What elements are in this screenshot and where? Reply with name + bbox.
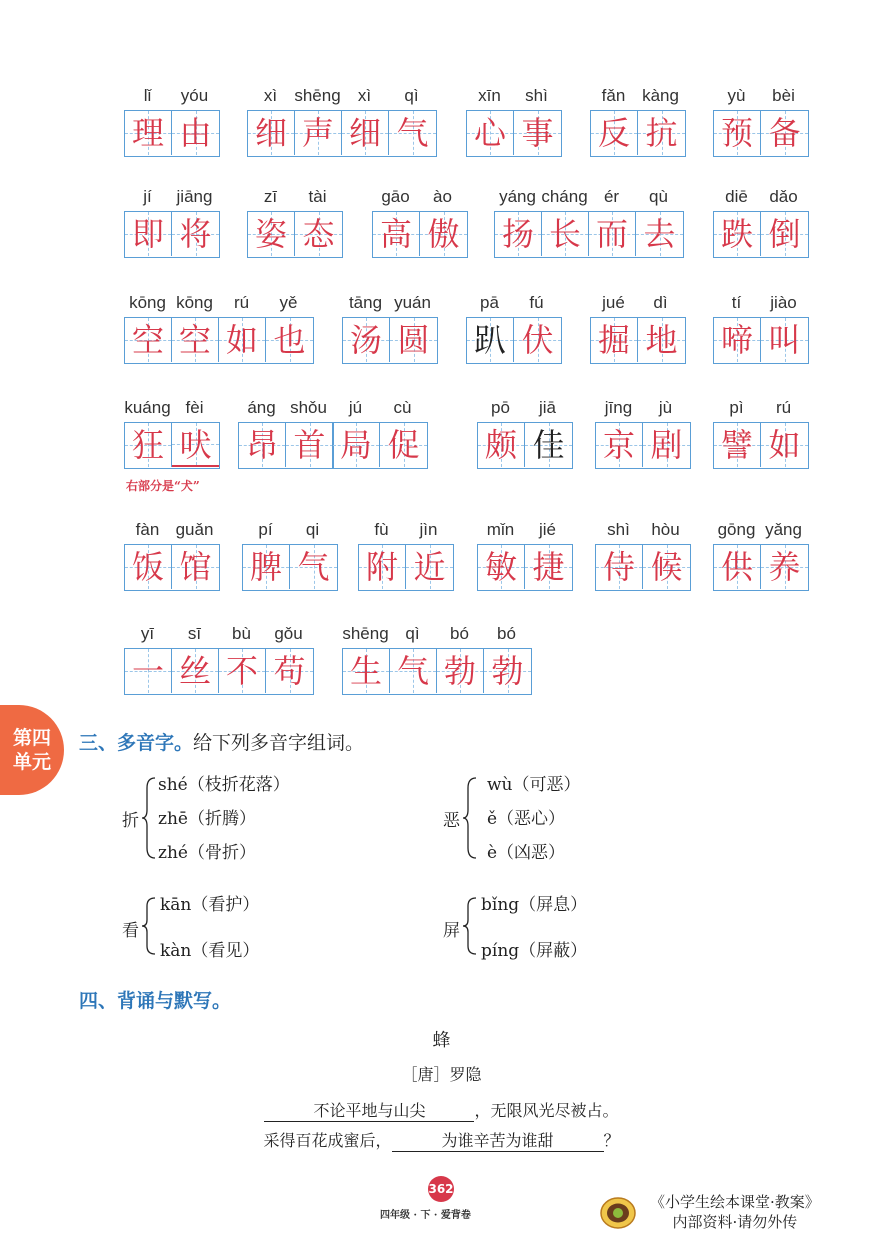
char-cell [589, 212, 636, 256]
char-cell [390, 318, 437, 362]
tianzige-boxes [124, 422, 220, 469]
tianzige-boxes [372, 211, 468, 258]
pinyin-syllable: gōng [717, 520, 756, 539]
pinyin-syllable: fǎn [601, 86, 626, 105]
char-cell [437, 649, 484, 693]
pinyin-syllable: yáng [499, 187, 536, 206]
page-number: 362 [428, 1176, 454, 1202]
pinyin-syllable: jiāng [176, 187, 213, 206]
char-cell [248, 212, 295, 256]
tianzige-boxes [713, 110, 809, 157]
hanzi-char: 首 [293, 426, 326, 464]
pinyin-syllable: qù [649, 187, 668, 206]
hanzi-char: 近 [413, 548, 446, 586]
char-cell [172, 423, 219, 467]
pinyin-syllable: fù [374, 520, 389, 539]
char-cell [219, 649, 266, 693]
hanzi-char: 脾 [249, 548, 282, 586]
char-cell [714, 318, 761, 362]
hanzi-char: 细 [254, 114, 287, 152]
hanzi-char: 啼 [720, 321, 753, 359]
pinyin-syllable: shēng [342, 624, 389, 643]
char-cell [172, 545, 219, 589]
section-4-heading [79, 986, 231, 1013]
char-cell [243, 545, 290, 589]
pinyin-syllable: shì [607, 520, 630, 539]
pinyin-syllable: kàng [642, 86, 679, 105]
char-cell [467, 111, 514, 155]
hanzi-char: 丝 [178, 652, 211, 690]
pinyin-syllable: bèi [772, 86, 795, 105]
polyphone-char: 屏 [443, 921, 460, 941]
pinyin-syllable: jué [602, 293, 625, 312]
hanzi-char: 由 [179, 114, 212, 152]
hanzi-char: 供 [720, 548, 753, 586]
pinyin-syllable: shì [525, 86, 548, 105]
hanzi-char: 勃 [491, 652, 524, 690]
char-cell [714, 212, 761, 256]
char-cell [761, 545, 808, 589]
pinyin-syllable: shēng [294, 86, 341, 105]
tianzige-boxes [124, 110, 220, 157]
pinyin-syllable: áng [247, 398, 276, 417]
hanzi-char: 叫 [768, 321, 801, 359]
hanzi-char: 反 [597, 114, 630, 152]
tianzige-boxes [124, 648, 314, 695]
polyphone-char: 恶 [443, 811, 460, 831]
char-cell [172, 318, 219, 362]
poem-text: 采得百花成蜜后， [263, 1131, 392, 1150]
polyphone-item: bǐng（屏息） [481, 895, 588, 915]
char-cell [359, 545, 406, 589]
hanzi-char: 颇 [484, 426, 517, 464]
tianzige-boxes [477, 544, 573, 591]
char-cell [342, 111, 389, 155]
pinyin-syllable: guǎn [175, 520, 214, 539]
brace-icon [141, 776, 157, 860]
section-3-title: 三、多音字。 [79, 732, 194, 754]
char-cell [286, 423, 333, 467]
hanzi-char: 如 [225, 321, 258, 359]
tianzige-boxes [590, 110, 686, 157]
hanzi-char: 备 [768, 114, 801, 152]
polyphone-item: zhē（折腾） [158, 809, 256, 829]
hanzi-char: 细 [348, 114, 381, 152]
hanzi-char: 去 [643, 215, 676, 253]
hanzi-char: 事 [521, 114, 554, 152]
pinyin-syllable: qì [404, 86, 419, 105]
char-cell [478, 545, 525, 589]
hanzi-char: 吠 [179, 426, 212, 464]
char-cell [125, 212, 172, 256]
pinyin-syllable: pí [258, 520, 273, 539]
pinyin-syllable: jìn [419, 520, 438, 539]
hanzi-char: 附 [365, 548, 398, 586]
unit-tab-line2: 单元 [12, 751, 51, 773]
hanzi-char: 养 [768, 548, 801, 586]
char-cell [343, 318, 390, 362]
tianzige-boxes [466, 110, 562, 157]
tianzige-boxes [358, 544, 454, 591]
pinyin-syllable: jié [538, 520, 556, 539]
pinyin-syllable: rú [775, 398, 792, 417]
tianzige-boxes [466, 317, 562, 364]
char-cell [266, 318, 313, 362]
tianzige-boxes [590, 317, 686, 364]
hanzi-char: 气 [396, 114, 429, 152]
hanzi-char: 不 [225, 652, 258, 690]
char-cell [248, 111, 295, 155]
section-3-instruction: 给下列多音字组词。 [193, 732, 365, 754]
char-cell [406, 545, 453, 589]
hanzi-char: 伏 [521, 321, 554, 359]
tianzige-boxes [595, 422, 691, 469]
pinyin-syllable: yǎng [765, 520, 802, 539]
pinyin-syllable: zī [263, 187, 278, 206]
polyphone-item: zhé（骨折） [158, 843, 256, 863]
hanzi-char: 如 [768, 426, 801, 464]
pinyin-syllable: yóu [180, 86, 209, 105]
char-cell [643, 545, 690, 589]
hanzi-char: 预 [720, 114, 753, 152]
pinyin-syllable: bù [232, 624, 251, 643]
char-cell [172, 649, 219, 693]
pinyin-syllable: ér [603, 187, 620, 206]
hanzi-char: 敏 [484, 548, 517, 586]
char-cell [761, 318, 808, 362]
hanzi-char: 馆 [179, 548, 212, 586]
hanzi-char: 譬 [720, 426, 753, 464]
hanzi-char: 狂 [131, 426, 164, 464]
hanzi-char: 捷 [532, 548, 565, 586]
char-cell [390, 649, 437, 693]
pinyin-syllable: jiā [538, 398, 556, 417]
char-cell [172, 111, 219, 155]
pinyin-syllable: shǒu [290, 398, 327, 417]
radical-note: 右部分是“犬” [126, 479, 200, 493]
hanzi-char: 抗 [645, 114, 678, 152]
polyphone-char: 看 [122, 921, 139, 941]
char-cell [219, 318, 266, 362]
brand-text [650, 1192, 820, 1232]
tianzige-boxes [713, 544, 809, 591]
char-cell [125, 423, 172, 467]
char-cell [343, 649, 390, 693]
tianzige-boxes [124, 544, 220, 591]
pinyin-syllable: yě [279, 293, 298, 312]
hanzi-char: 空 [178, 321, 211, 359]
pinyin-syllable: fèi [185, 398, 204, 417]
char-cell [125, 649, 172, 693]
char-cell [420, 212, 467, 256]
vocab-row [0, 293, 883, 403]
hanzi-char: 勃 [443, 652, 476, 690]
pinyin-syllable: yù [727, 86, 746, 105]
char-cell [295, 111, 342, 155]
pinyin-syllable: qi [305, 520, 320, 539]
char-cell [266, 649, 313, 693]
polyphone-item: ě（恶心） [487, 809, 566, 829]
pinyin-syllable: mǐn [486, 520, 515, 539]
char-cell [714, 111, 761, 155]
tianzige-boxes [247, 211, 343, 258]
pinyin-syllable: dì [653, 293, 668, 312]
answer-blank: 为谁辛苦为谁甜 [392, 1128, 604, 1152]
char-cell [239, 423, 286, 467]
pinyin-syllable: cù [393, 398, 412, 417]
char-cell [467, 318, 514, 362]
poem-title: 蜂 [432, 1030, 451, 1051]
hanzi-char: 倒 [768, 215, 801, 253]
pinyin-syllable: jí [143, 187, 152, 206]
pinyin-syllable: tài [308, 187, 327, 206]
polyphone-item: kàn（看见） [160, 941, 260, 961]
pinyin-syllable: pì [729, 398, 744, 417]
tianzige-boxes [477, 422, 573, 469]
hanzi-char: 气 [297, 548, 330, 586]
hanzi-char: 掘 [597, 321, 630, 359]
poem-author: ［唐］罗隐 [401, 1065, 482, 1084]
poem-line-2 [0, 1128, 883, 1152]
pinyin-syllable: hòu [651, 520, 680, 539]
tianzige-boxes [342, 648, 532, 695]
hanzi-char: 京 [602, 426, 635, 464]
hanzi-char: 将 [179, 215, 212, 253]
pinyin-syllable: kōng [176, 293, 213, 312]
pinyin-syllable: fàn [135, 520, 160, 539]
hanzi-char: 侍 [602, 548, 635, 586]
char-cell [525, 423, 572, 467]
char-cell [333, 423, 380, 467]
tianzige-boxes [595, 544, 691, 591]
brace-icon [141, 896, 157, 956]
char-cell [638, 318, 685, 362]
polyphone-item: wù（可恶） [487, 775, 581, 795]
hanzi-char: 空 [131, 321, 164, 359]
section-4-title: 四、背诵与默写。 [79, 990, 232, 1012]
hanzi-char: 地 [645, 321, 678, 359]
pinyin-syllable: jiào [770, 293, 797, 312]
char-cell [714, 423, 761, 467]
char-cell [514, 318, 561, 362]
pinyin-syllable: qì [405, 624, 420, 643]
char-cell [380, 423, 427, 467]
hanzi-char: 饭 [131, 548, 164, 586]
char-cell [596, 545, 643, 589]
polyphone-item: è（凶恶） [487, 843, 566, 863]
vocab-row [0, 187, 883, 297]
pinyin-syllable: gǒu [274, 624, 303, 643]
char-cell [389, 111, 436, 155]
brace-icon [462, 896, 478, 956]
pinyin-syllable: gāo [381, 187, 410, 206]
pinyin-syllable: dǎo [769, 187, 798, 206]
hanzi-char: 生 [349, 652, 382, 690]
char-cell [542, 212, 589, 256]
char-cell [172, 212, 219, 256]
hanzi-char: 理 [131, 114, 164, 152]
char-cell [290, 545, 337, 589]
hanzi-char: 跌 [720, 215, 753, 253]
footer-label: 四年级 · 下 · 爱背卷 [380, 1210, 471, 1221]
char-cell [761, 423, 808, 467]
hanzi-char: 趴 [473, 321, 506, 359]
char-cell [761, 111, 808, 155]
hanzi-char: 态 [302, 215, 335, 253]
char-cell [125, 545, 172, 589]
tianzige-boxes [342, 317, 438, 364]
vocab-row [0, 86, 883, 196]
pinyin-syllable: xì [357, 86, 372, 105]
char-cell [714, 545, 761, 589]
polyphone-item: shé（枝折花落） [158, 775, 290, 795]
char-cell [373, 212, 420, 256]
hanzi-char: 候 [650, 548, 683, 586]
pinyin-syllable: diē [725, 187, 748, 206]
hanzi-char: 剧 [650, 426, 683, 464]
hanzi-char: 即 [131, 215, 164, 253]
hanzi-char: 也 [273, 321, 306, 359]
hanzi-char: 长 [548, 215, 581, 253]
pinyin-syllable: cháng [541, 187, 588, 206]
pinyin-syllable: jú [348, 398, 363, 417]
char-cell [596, 423, 643, 467]
hanzi-char: 高 [379, 215, 412, 253]
hanzi-char: 气 [396, 652, 429, 690]
hanzi-char: 促 [387, 426, 420, 464]
brand-disclaimer: 内部资料·请勿外传 [672, 1213, 798, 1231]
poem-line-1 [0, 1098, 883, 1122]
char-cell [525, 545, 572, 589]
poem-text: ，无限风光尽被占。 [474, 1101, 619, 1120]
hanzi-char: 而 [595, 215, 628, 253]
pinyin-syllable: yī [140, 624, 155, 643]
char-cell [125, 318, 172, 362]
char-cell [495, 212, 542, 256]
char-cell [295, 212, 342, 256]
char-cell [484, 649, 531, 693]
pinyin-syllable: ào [433, 187, 452, 206]
pinyin-syllable: pā [480, 293, 499, 312]
hanzi-char: 圆 [397, 321, 430, 359]
hanzi-char: 姿 [254, 215, 287, 253]
tianzige-boxes [494, 211, 684, 258]
tianzige-boxes [713, 422, 809, 469]
char-cell [125, 111, 172, 155]
hanzi-char: 局 [339, 426, 372, 464]
char-cell [591, 111, 638, 155]
pinyin-syllable: fú [529, 293, 544, 312]
tianzige-boxes [124, 211, 220, 258]
tianzige-boxes [238, 422, 334, 469]
char-cell [638, 111, 685, 155]
char-cell [636, 212, 683, 256]
char-cell [478, 423, 525, 467]
hanzi-char: 昂 [245, 426, 278, 464]
vocab-row [0, 520, 883, 630]
hanzi-char: 佳 [532, 426, 565, 464]
pinyin-syllable: sī [187, 624, 202, 643]
unit-tab-line1: 第四 [12, 727, 51, 749]
tianzige-boxes [713, 317, 809, 364]
tianzige-boxes [332, 422, 428, 469]
char-cell [591, 318, 638, 362]
char-cell [761, 212, 808, 256]
vocab-row [0, 624, 883, 734]
hanzi-char: 扬 [501, 215, 534, 253]
answer-blank: 不论平地与山尖 [264, 1098, 474, 1122]
hanzi-char: 声 [301, 114, 334, 152]
pinyin-syllable: bó [497, 624, 516, 643]
pinyin-syllable: pō [491, 398, 510, 417]
polyphone-item: kān（看护） [160, 895, 260, 915]
brace-icon [462, 776, 478, 860]
hanzi-char: 一 [131, 652, 164, 690]
char-cell [643, 423, 690, 467]
pinyin-syllable: xì [263, 86, 278, 105]
section-3-heading [79, 728, 364, 755]
hanzi-char: 汤 [349, 321, 382, 359]
pinyin-syllable: tí [731, 293, 742, 312]
brand-title: 《小学生绘本课堂·教案》 [650, 1193, 820, 1211]
pinyin-syllable: xīn [478, 86, 501, 105]
pinyin-syllable: jù [658, 398, 673, 417]
char-cell [514, 111, 561, 155]
brand-logo-icon [598, 1194, 644, 1230]
pinyin-syllable: tāng [348, 293, 383, 312]
pinyin-syllable: jīng [604, 398, 633, 417]
tianzige-boxes [124, 317, 314, 364]
hanzi-char: 傲 [427, 215, 460, 253]
pinyin-syllable: rú [233, 293, 250, 312]
hanzi-char: 苟 [273, 652, 306, 690]
pinyin-syllable: lǐ [143, 86, 152, 105]
polyphone-char: 折 [122, 811, 139, 831]
pinyin-syllable: yuán [394, 293, 431, 312]
tianzige-boxes [242, 544, 338, 591]
pinyin-syllable: kōng [129, 293, 166, 312]
poem-text: ？ [603, 1131, 620, 1150]
hanzi-char: 心 [473, 114, 506, 152]
pinyin-syllable: bó [450, 624, 469, 643]
tianzige-boxes [247, 110, 437, 157]
tianzige-boxes [713, 211, 809, 258]
pinyin-syllable: kuáng [124, 398, 171, 417]
polyphone-item: píng（屏蔽） [481, 941, 588, 961]
